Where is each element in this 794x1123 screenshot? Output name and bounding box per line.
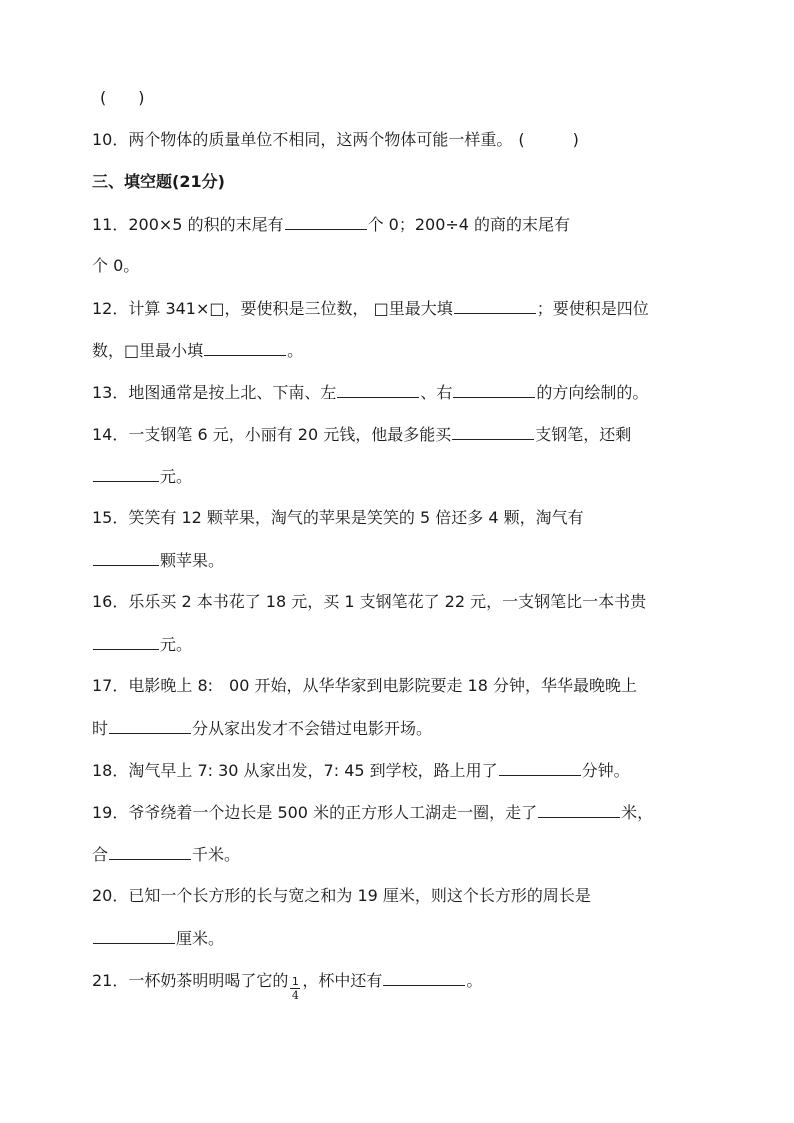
answer-blank[interactable] xyxy=(453,382,535,398)
q9-answer-paren xyxy=(100,88,145,108)
answer-blank[interactable] xyxy=(93,928,175,944)
answer-blank[interactable] xyxy=(337,382,419,398)
question-17-cont: 时 分从家出发才不会错过电影开场。 xyxy=(92,719,433,738)
answer-blank[interactable] xyxy=(454,298,536,314)
answer-paren: ( ) xyxy=(518,130,579,149)
question-10: 10．两个物体的质量单位不相同，这两个物体可能一样重。 ( ) xyxy=(92,130,579,149)
answer-blank[interactable] xyxy=(383,970,465,986)
question-17: 17．电影晚上 8: 00 开始，从华华家到电影院要走 18 分钟，华华最晚晚上 xyxy=(92,676,637,695)
question-21: 21．一杯奶茶明明喝了它的 $\frac{1}{4}$ ，杯中还有 。 xyxy=(92,971,483,1002)
answer-blank[interactable] xyxy=(538,802,620,818)
question-11: 11．200×5 的积的末尾有 个 0；200÷4 的商的末尾有 xyxy=(92,215,571,234)
question-20-cont: 厘米。 xyxy=(92,928,224,949)
section-title: 三、填空题(21分) xyxy=(92,172,225,191)
answer-blank[interactable] xyxy=(285,214,367,230)
answer-blank[interactable] xyxy=(204,340,286,356)
question-16: 16．乐乐买 2 本书花了 18 元，买 1 支钢笔花了 22 元，一支钢笔比一本书贵 xyxy=(92,592,647,611)
answer-blank[interactable] xyxy=(499,760,581,776)
fraction-numerator: 1 xyxy=(291,974,299,988)
answer-blank[interactable] xyxy=(452,424,534,440)
question-11-cont: 个 0。 xyxy=(92,256,140,275)
answer-blank[interactable] xyxy=(93,550,159,566)
question-14: 14．一支钢笔 6 元，小丽有 20 元钱，他最多能买 支钢笔，还剩 xyxy=(92,425,632,444)
question-19-cont: 合 千米。 xyxy=(92,845,241,864)
question-13: 13．地图通常是按上北、下南、左 、右 的方向绘制的。 xyxy=(92,383,649,402)
fraction-denominator: 4 xyxy=(291,988,299,1002)
question-12: 12．计算 341×□，要使积是三位数， □里最大填 ；要使积是四位 xyxy=(92,299,649,318)
question-19: 19．爷爷绕着一个边长是 500 米的正方形人工湖走一圈，走了 米， xyxy=(92,803,654,822)
question-15: 15．笑笑有 12 颗苹果，淘气的苹果是笑笑的 5 倍还多 4 颗，淘气有 xyxy=(92,508,584,527)
answer-blank[interactable] xyxy=(93,466,159,482)
question-14-cont: 元。 xyxy=(92,466,192,487)
answer-paren: ( ) xyxy=(100,88,145,107)
question-15-cont: 颗苹果。 xyxy=(92,550,224,571)
question-20: 20．已知一个长方形的长与宽之和为 19 厘米，则这个长方形的周长是 xyxy=(92,886,591,905)
question-18: 18．淘气早上 7: 30 从家出发，7: 45 到学校，路上用了 分钟。 xyxy=(92,761,630,780)
answer-blank[interactable] xyxy=(109,844,191,860)
question-16-cont: 元。 xyxy=(92,634,192,655)
answer-blank[interactable] xyxy=(109,718,191,734)
question-12-cont: 数，□里最小填 。 xyxy=(92,341,304,360)
fraction-one-quarter xyxy=(289,974,301,1002)
answer-blank[interactable] xyxy=(93,634,159,650)
